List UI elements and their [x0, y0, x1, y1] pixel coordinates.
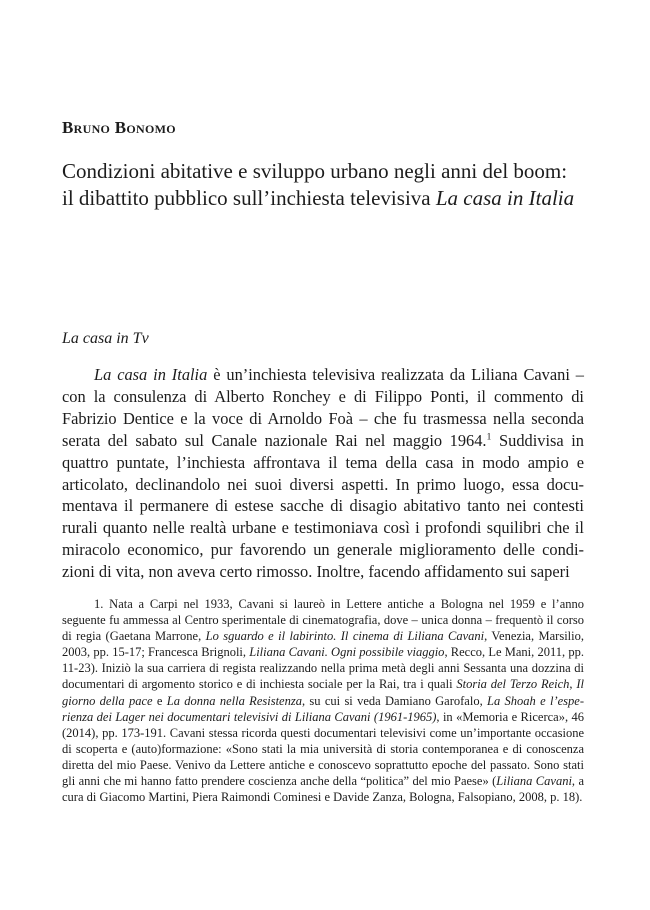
citation-title: La Shoah e l’esperienza dei Lager nei documentari televisivi di Liliana Cavani (1961-1965) [62, 693, 585, 724]
citation-title: Lo sguardo e il labirinto. Il cinema di Liliana Cavani [205, 629, 485, 644]
footnote-text: , Venezia, Marsilio, 2003, pp. 15-17; Francesca Brignoli, [62, 629, 584, 660]
body-text: è un’inchiesta televisiva realizzata da Liliana Cavani – con la consulenza di Alberto Ronchey e di Filippo Ponti, il commento di Fabrizio Dentice e la voce di Arnoldo Foà – che fu trasmessa nella seconda serata del sabato sul Canale nazionale Rai nel maggio 1964. [62, 365, 584, 450]
program-name: La casa in Italia [94, 365, 208, 384]
title-line-2: il dibattito pubblico sull’inchiesta televisiva [62, 186, 436, 210]
footnote-text: e [152, 693, 167, 708]
title-program-name: La casa in Italia [435, 186, 575, 210]
article-title [62, 158, 602, 212]
footnote [62, 596, 584, 805]
citation-title: Storia del Terzo Reich [456, 677, 570, 692]
citation-title: La donna nella Resistenza [166, 693, 302, 708]
title-line-1: Condizioni abitative e sviluppo urbano negli anni del boom: [62, 159, 568, 183]
footnote-text: 1. Nata a Carpi nel 1933, Cavani si laureò in Lettere antiche a Bologna nel 1959 e l’anno seguente fu ammessa al Centro sperimentale di cinematografia, dove – unica donna – frequentò il corso di regia (Gaetana Marrone, [62, 597, 584, 644]
footnote-text: , [569, 677, 577, 692]
footnote-text: , su cui si veda Damiano Garofalo, [301, 693, 488, 708]
footnote-text: , in «Memoria e Ricerca», 46 (2014), pp. 173-191. Cavani stessa ricorda questi documentari televisivi come un’importante occasione di scoperta e (auto)formazione: «Sono stati la mia università di storia contemporanea e di conoscenza diretta del mio Paese. Venivo da Lettere antiche e conoscevo soprattutto epoche del passato. Sono stati gli anni che mi hanno fatto prendere coscienza anche della “politica” del mio Paese» ( [62, 709, 584, 789]
footnote-text: , a cura di Giacomo Martini, Piera Raimondi Cominesi e Davide Zanza, Bologna, Falsopiano, 2008, p. 18). [62, 774, 584, 805]
footnote-marker: 1 [486, 431, 492, 443]
citation-title: Liliana Cavani [496, 774, 572, 789]
body-text: Suddivisa in quattro puntate, l’inchiesta affrontava il tema della casa in modo ampio e articolato, declinandolo nei suoi diversi aspetti. In primo luogo, essa documentava il permanere di estese sacche di disagio abitativo tanto nei contesti rurali quanto nelle realtà urbane e testimoniava così i profondi squilibri che il miracolo economico, pur favorendo un generale miglioramento delle condizioni di vita, non aveva certo rimosso. Inoltre, facendo affidamento sui saperi [62, 430, 585, 582]
citation-title: Il giorno della pace [62, 677, 585, 708]
citation-title: Liliana Cavani. Ogni possibile viaggio [249, 645, 445, 660]
body-paragraph [62, 364, 584, 583]
footnote-text: , Recco, Le Mani, 2011, pp. 11-23). Iniziò la sua carriera di regista realizzando nella prima metà degli anni Sessanta una dozzina di documentari di argomento storico e di inchiesta sociale per la Rai, tra i quali [62, 645, 584, 692]
author-name: Bruno Bonomo [62, 118, 176, 137]
section-heading: La casa in Tv [62, 330, 149, 347]
